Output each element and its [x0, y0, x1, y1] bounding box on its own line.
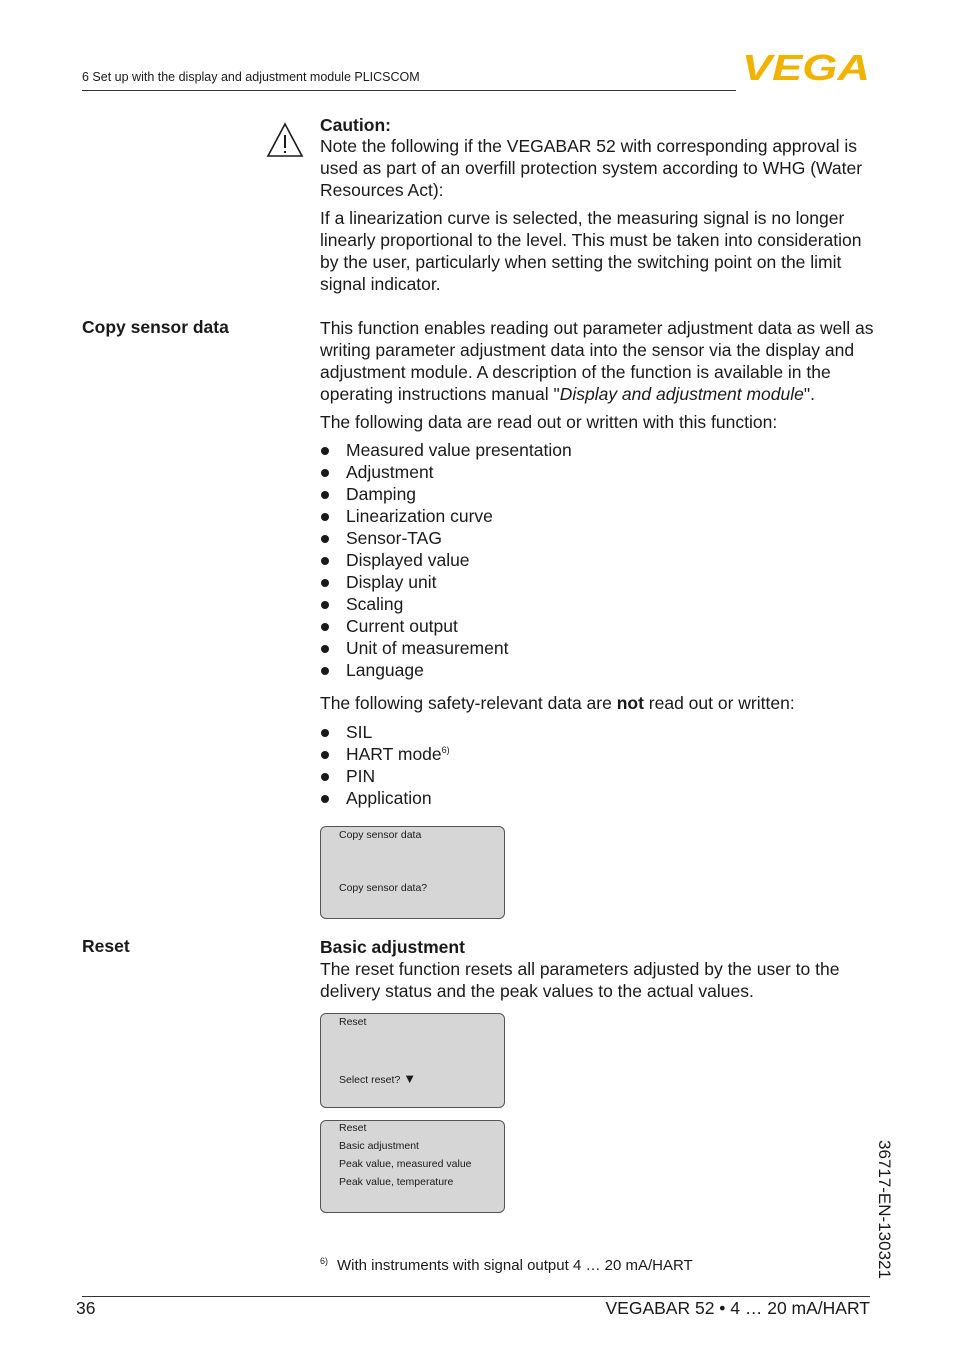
footnote: $^{6)}$ With instruments with signal output 4 … 20 mA/HART	[320, 1256, 693, 1274]
list-item: Display unit	[320, 571, 572, 593]
list-item: Measured value presentation	[320, 439, 572, 461]
page-number: 36	[76, 1298, 96, 1318]
logo-text: VEGA	[742, 52, 870, 82]
header-section-title: 6 Set up with the display and adjustment module PLICSCOM	[82, 70, 420, 84]
not-emphasis: not	[616, 693, 644, 713]
list-item: Adjustment	[320, 461, 572, 483]
list-item: Sensor-TAG	[320, 527, 572, 549]
footer-rule	[82, 1296, 870, 1297]
caution-title: Caution:	[320, 115, 391, 135]
document-code: 36717-EN-130321	[875, 1140, 894, 1279]
footnote-mark: 6)	[320, 1256, 329, 1266]
display-reset-select	[320, 1013, 505, 1108]
safety-data-intro: The following safety-relevant data are not read out or written:	[320, 693, 795, 713]
copy-sensor-list-intro: The following data are read out or written with this function:	[320, 412, 778, 432]
list-item: Unit of measurement	[320, 637, 572, 659]
reset-description: The reset function resets all parameters adjusted by the user to the delivery status and the peak values to the actual values.	[320, 959, 840, 1001]
list-item: Current output	[320, 615, 572, 637]
display-copy-sensor-data	[320, 826, 505, 919]
manual-title: Display and adjustment module	[559, 384, 804, 404]
display-line: Select reset? ▼	[339, 1071, 417, 1086]
footer-product-title: VEGABAR 52 • 4 … 20 mA/HART	[605, 1298, 870, 1318]
display-line: Reset	[339, 1122, 367, 1134]
display-line: Basic adjustment	[339, 1140, 419, 1152]
list-item: PIN	[320, 765, 450, 787]
list-item: Scaling	[320, 593, 572, 615]
caution-paragraph-1: Note the following if the VEGABAR 52 with corresponding approval is used as part of an overfill protection system according to WHG (Water Resources Act):	[320, 136, 863, 200]
reset-label: Reset	[82, 936, 130, 956]
vega-logo-graphic	[742, 52, 872, 82]
basic-adjustment-title: Basic adjustment	[320, 937, 465, 957]
display-reset-options	[320, 1120, 505, 1213]
footnote-ref: 6)	[441, 745, 450, 755]
safety-data-list	[320, 721, 450, 809]
display-line: Copy sensor data?	[339, 882, 428, 894]
list-item: Damping	[320, 483, 572, 505]
display-line: Copy sensor data	[339, 829, 422, 841]
arrow-down-icon: ▼	[403, 1071, 417, 1086]
display-line: Reset	[339, 1016, 367, 1028]
list-item: HART mode$^{6)}$	[320, 743, 450, 765]
header-rule	[82, 90, 736, 91]
list-item: Linearization curve	[320, 505, 572, 527]
copy-sensor-data-label: Copy sensor data	[82, 317, 229, 337]
display-line: Peak value, measured value	[339, 1158, 472, 1170]
list-item: Language	[320, 659, 572, 681]
list-item: Application	[320, 787, 450, 809]
list-item: SIL	[320, 721, 450, 743]
display-line: Peak value, temperature	[339, 1176, 454, 1188]
copy-sensor-description: This function enables reading out parameter adjustment data as well as writing parameter adjustment data into the sensor via the display and adjustment module. A description of the function is available in the operating instructions manual "Display and adjustment module".	[320, 318, 874, 404]
copied-data-list	[320, 439, 572, 681]
list-item: Displayed value	[320, 549, 572, 571]
vega-logo	[742, 52, 872, 82]
caution-paragraph-2: If a linearization curve is selected, the measuring signal is no longer linearly proportional to the level. This must be taken into consideration by the user, particularly when setting the switching point on the limit signal indicator.	[320, 208, 862, 294]
warning-triangle-icon	[266, 122, 304, 158]
